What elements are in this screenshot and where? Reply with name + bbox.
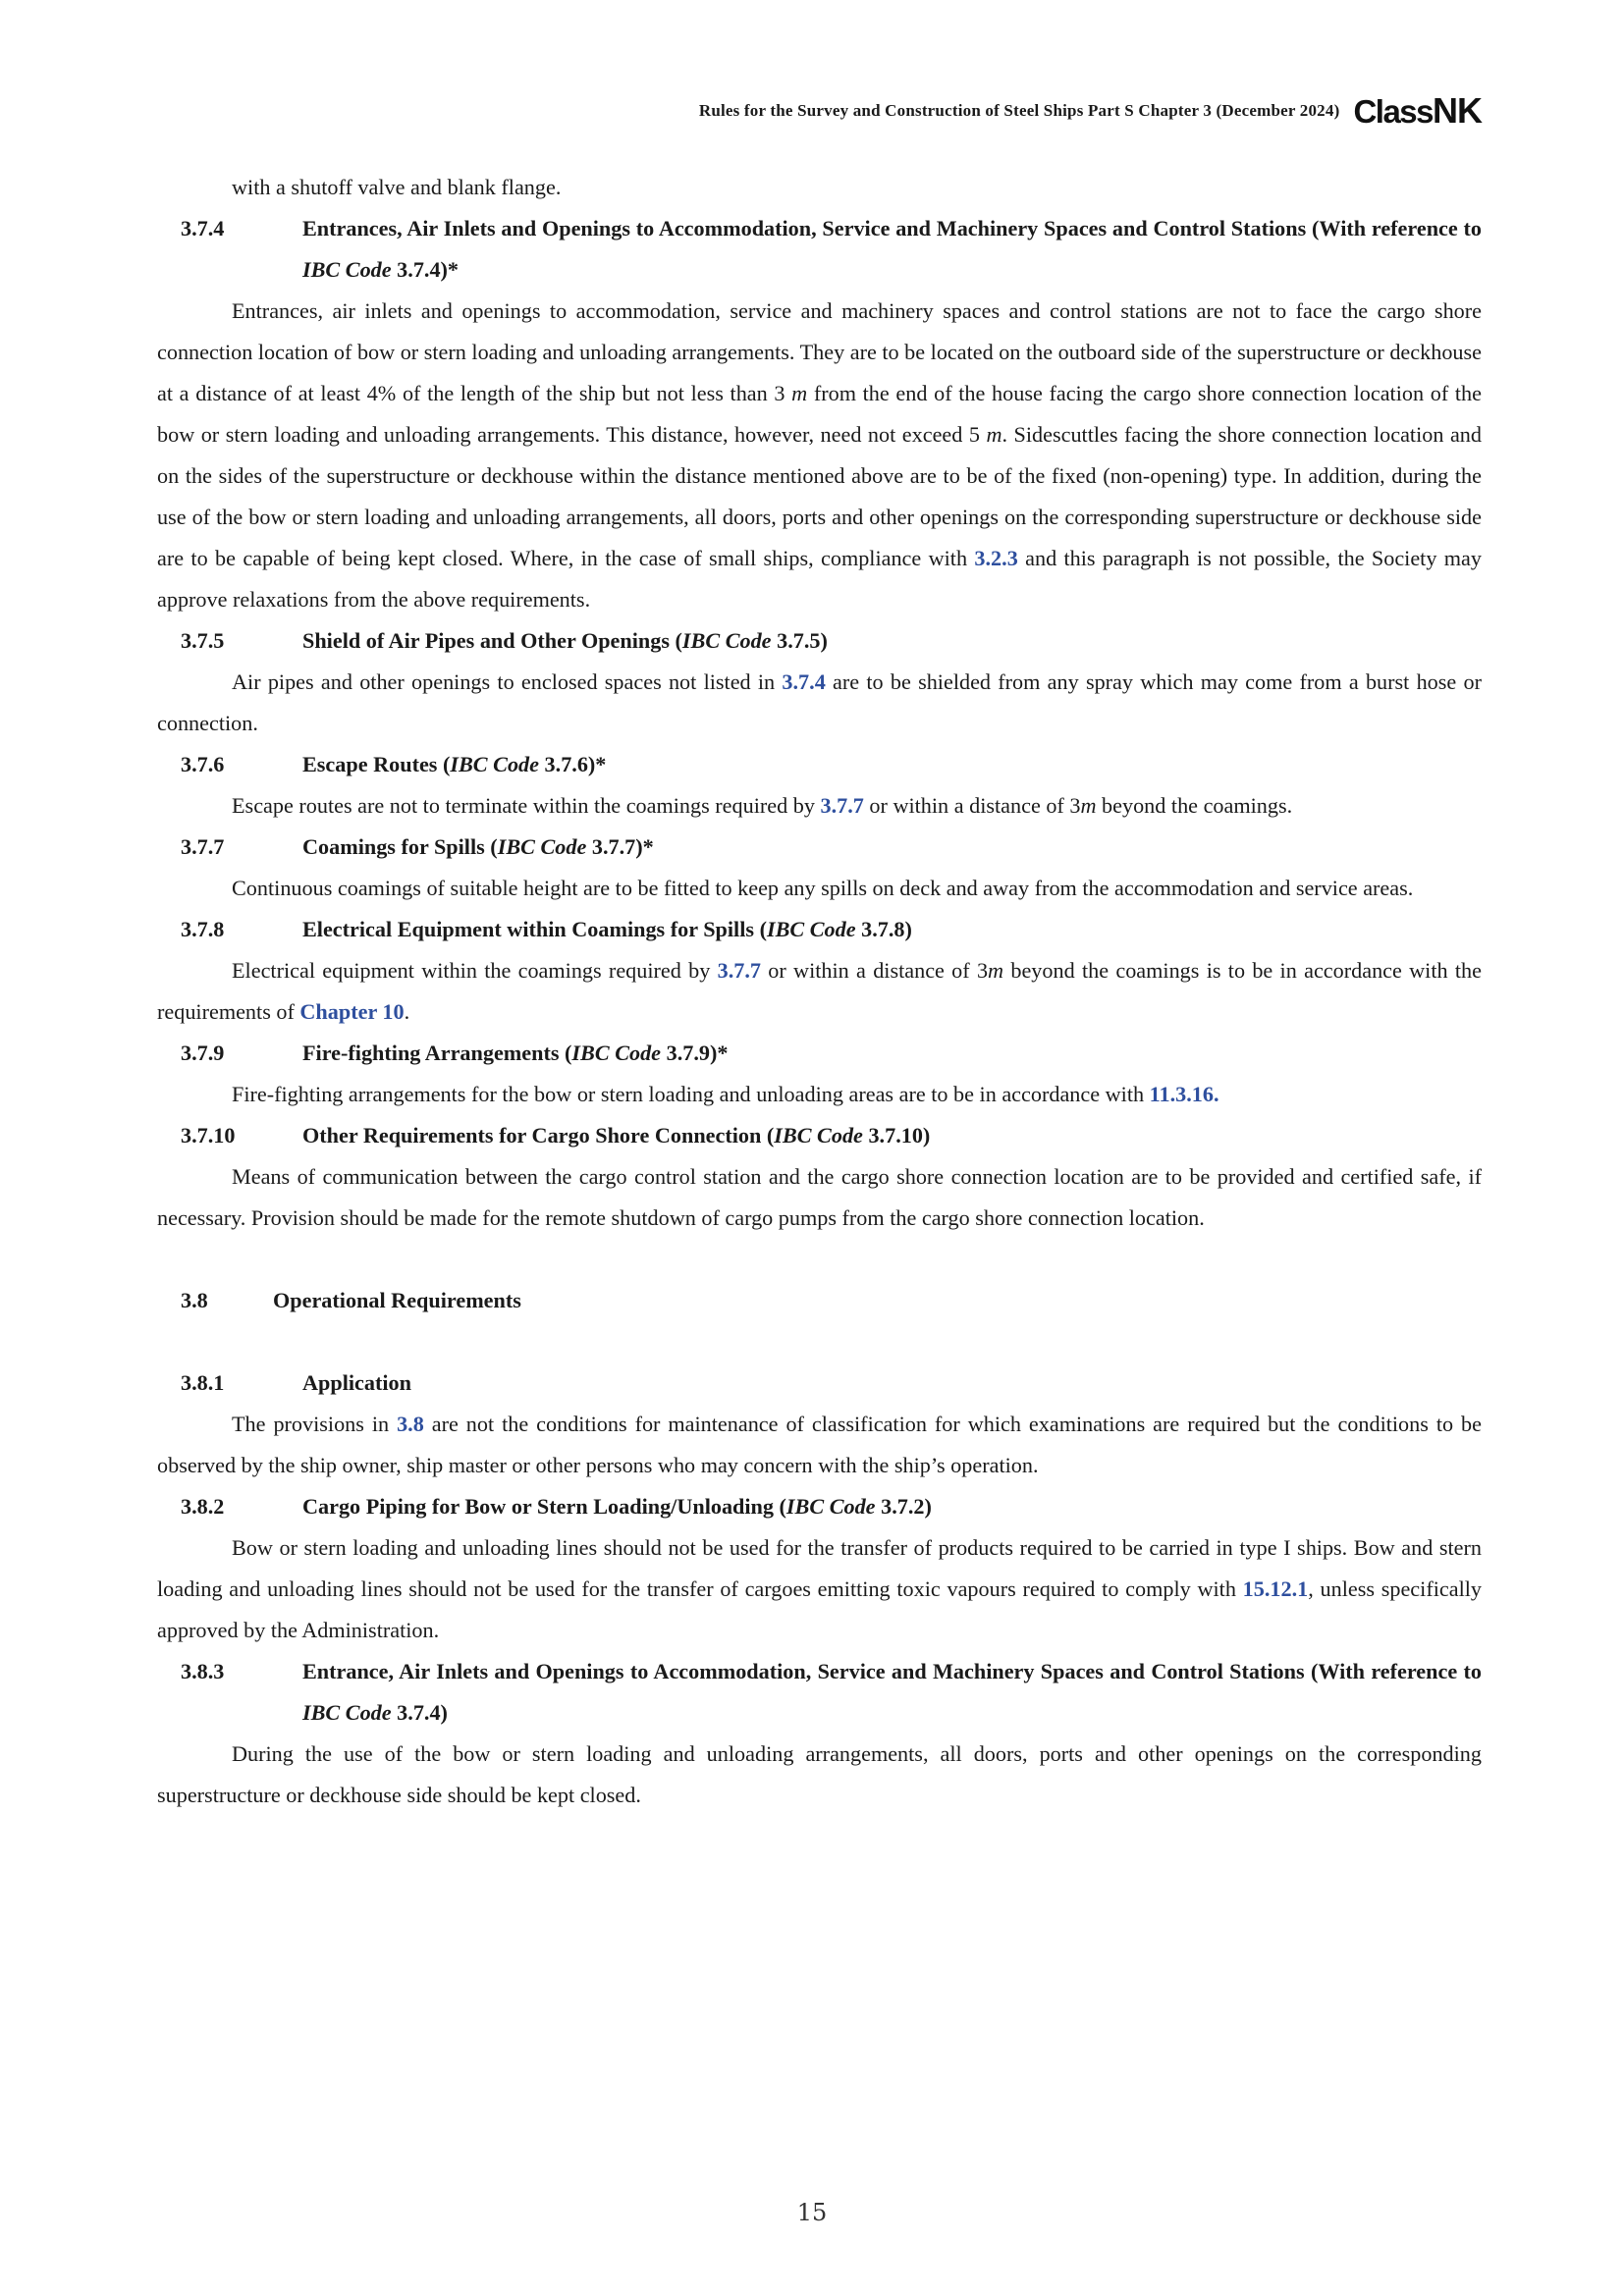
heading-3-7-7 — [181, 827, 1482, 868]
heading-3-8 — [181, 1280, 1482, 1321]
heading-3-7-9 — [181, 1033, 1482, 1074]
heading-3-7-4 — [181, 208, 1482, 291]
link-3-7-7[interactable]: 3.7.7 — [820, 793, 864, 818]
heading-number: 3.7.4 — [181, 216, 225, 240]
paragraph-3-7-5: Air pipes and other openings to enclosed spaces not listed in 3.7.4 are to be shielded from any spray which may come from a burst hose or connection. — [157, 669, 1482, 735]
link-15-12-1[interactable]: 15.12.1 — [1242, 1576, 1309, 1601]
heading-title: Shield of Air Pipes and Other Openings (IBC Code 3.7.5) — [302, 628, 828, 653]
heading-title: Entrance, Air Inlets and Openings to Accommodation, Service and Machinery Spaces and Control Stations (With reference to IBC Code 3.7.4) — [302, 1659, 1482, 1725]
link-chapter-10[interactable]: Chapter 10 — [299, 999, 405, 1024]
heading-number: 3.8 — [181, 1288, 208, 1312]
heading-3-7-8 — [181, 909, 1482, 950]
paragraph-3-7-7: Continuous coamings of suitable height are to be fitted to keep any spills on deck and away from the accommodation and service areas. — [232, 876, 1414, 900]
heading-number: 3.7.6 — [181, 752, 225, 776]
link-3-2-3[interactable]: 3.2.3 — [974, 546, 1018, 570]
heading-3-8-1 — [181, 1362, 1482, 1404]
heading-title: Entrances, Air Inlets and Openings to Accommodation, Service and Machinery Spaces and Control Stations (With reference to IBC Code 3.7.4)* — [302, 216, 1482, 282]
heading-number: 3.7.10 — [181, 1123, 236, 1148]
heading-title: Fire-fighting Arrangements (IBC Code 3.7.9)* — [302, 1041, 729, 1065]
logo-nk-text: NK — [1433, 90, 1482, 131]
link-3-7-7[interactable]: 3.7.7 — [717, 958, 761, 983]
paragraph-3-7-4: Entrances, air inlets and openings to accommodation, service and machinery spaces and control stations are not to face the cargo shore connection location of bow or stern loading and unloading arrangements. They are to be located on the outboard side of the superstructure or deckhouse at a distance of at least 4% of the length of the ship but not less than 3 m from the end of the house facing the cargo shore connection location of the bow or stern loading and unloading arrangements. This distance, however, need not exceed 5 m. Sidescuttles facing the shore connection location and on the sides of the superstructure or deckhouse within the distance mentioned above are to be of the fixed (non-opening) type. In addition, during the use of the bow or stern loading and unloading arrangements, all doors, ports and other openings on the corresponding superstructure or deckhouse side are to be capable of being kept closed. Where, in the case of small ships, compliance with 3.2.3 and this paragraph is not possible, the Society may approve relaxations from the above requirements. — [157, 298, 1482, 612]
heading-number: 3.8.2 — [181, 1494, 225, 1519]
document-page — [157, 0, 1482, 2296]
heading-title: Electrical Equipment within Coamings for Spills (IBC Code 3.7.8) — [302, 917, 912, 941]
paragraph-3-7-10: Means of communication between the cargo control station and the cargo shore connection location are to be provided and certified safe, if necessary. Provision should be made for the remote shutdown of cargo pumps from the cargo shore connection location. — [157, 1164, 1482, 1230]
heading-title: Other Requirements for Cargo Shore Connection (IBC Code 3.7.10) — [302, 1123, 931, 1148]
logo-class-text: Class — [1353, 93, 1433, 130]
heading-number: 3.7.9 — [181, 1041, 225, 1065]
document-body — [157, 167, 1482, 1816]
classnk-logo — [1353, 90, 1482, 132]
heading-3-7-5 — [181, 620, 1482, 662]
heading-3-8-3 — [181, 1651, 1482, 1734]
page-header — [699, 90, 1482, 132]
paragraph-3-8-2: Bow or stern loading and unloading lines should not be used for the transfer of products required to be carried in type I ships. Bow and stern loading and unloading lines should not be used for the transfer of cargoes emitting toxic vapours required to comply with 15.12.1, unless specifically approved by the Administration. — [157, 1535, 1482, 1642]
heading-number: 3.8.3 — [181, 1659, 225, 1683]
heading-3-8-2 — [181, 1486, 1482, 1527]
link-3-8[interactable]: 3.8 — [397, 1412, 424, 1436]
page-number: 15 — [796, 2199, 828, 2226]
heading-title: Cargo Piping for Bow or Stern Loading/Unloading (IBC Code 3.7.2) — [302, 1494, 932, 1519]
heading-3-7-6 — [181, 744, 1482, 785]
continued-paragraph: with a shutoff valve and blank flange. — [232, 175, 562, 199]
paragraph-3-8-1: The provisions in 3.8 are not the conditions for maintenance of classification for which examinations are required but the conditions to be observed by the ship owner, ship master or other persons who may concern with the ship’s operation. — [157, 1412, 1482, 1477]
link-3-7-4[interactable]: 3.7.4 — [782, 669, 826, 694]
heading-number: 3.7.7 — [181, 834, 225, 859]
heading-title: Operational Requirements — [273, 1288, 521, 1312]
heading-title: Coamings for Spills (IBC Code 3.7.7)* — [302, 834, 654, 859]
paragraph-3-7-8: Electrical equipment within the coamings required by 3.7.7 or within a distance of 3m beyond the coamings is to be in accordance with the requirements of Chapter 10. — [157, 958, 1482, 1024]
heading-3-7-10 — [181, 1115, 1482, 1156]
paragraph-3-7-6: Escape routes are not to terminate within the coamings required by 3.7.7 or within a distance of 3m beyond the coamings. — [232, 793, 1293, 818]
heading-number: 3.8.1 — [181, 1370, 225, 1395]
heading-number: 3.7.5 — [181, 628, 225, 653]
paragraph-3-7-9: Fire-fighting arrangements for the bow or stern loading and unloading areas are to be in accordance with 11.3.16. — [232, 1082, 1219, 1106]
link-11-3-16[interactable]: 11.3.16. — [1149, 1082, 1219, 1106]
header-title: Rules for the Survey and Construction of Steel Ships Part S Chapter 3 (December 2024) — [698, 101, 1340, 120]
heading-title: Application — [302, 1370, 411, 1395]
heading-title: Escape Routes (IBC Code 3.7.6)* — [302, 752, 607, 776]
paragraph-3-8-3: During the use of the bow or stern loading and unloading arrangements, all doors, ports and other openings on the corresponding superstructure or deckhouse side should be kept closed. — [157, 1741, 1482, 1807]
heading-number: 3.7.8 — [181, 917, 225, 941]
